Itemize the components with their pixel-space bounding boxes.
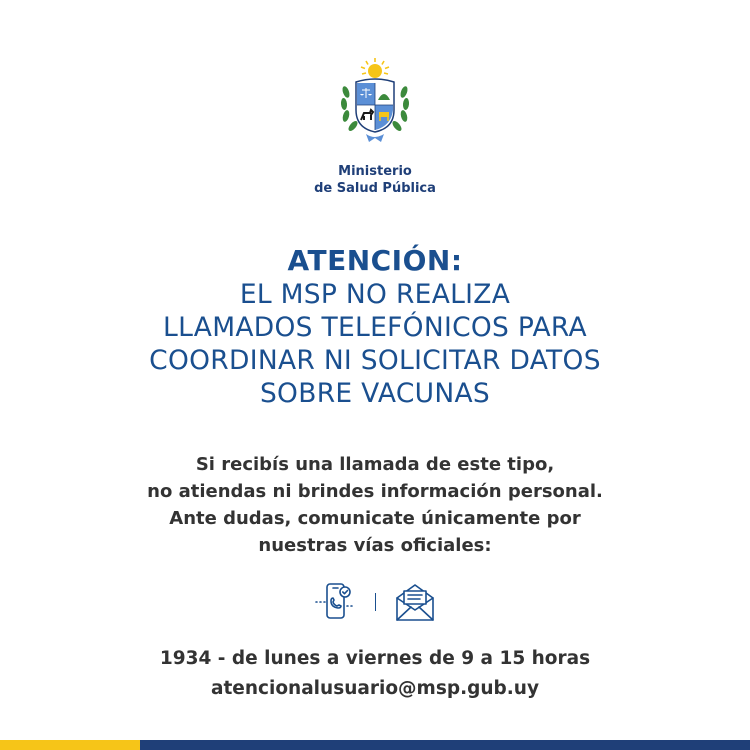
headline-line: COORDINAR NI SOLICITAR DATOS: [149, 345, 601, 376]
headline: [0, 244, 750, 410]
contact-email: atencionalusuario@msp.gub.uy: [210, 678, 540, 699]
sun-icon: [361, 58, 389, 78]
message-line: Ante dudas, comunicate únicamente por: [169, 508, 581, 529]
headline-line: SOBRE VACUNAS: [259, 378, 491, 409]
message-line: no atiendas ni brindes información personal.: [147, 481, 603, 502]
icon-separator: [375, 593, 376, 611]
ministry-line-2: de Salud Pública: [314, 181, 436, 196]
envelope-icon: [393, 580, 437, 624]
message: [0, 451, 750, 559]
headline-line: LLAMADOS TELEFÓNICOS PARA: [163, 312, 587, 343]
headline-title: ATENCIÓN:: [287, 244, 463, 277]
uruguay-coat-of-arms-icon: [336, 58, 414, 144]
contact-info: [0, 644, 750, 704]
message-line: nuestras vías oficiales:: [258, 535, 492, 556]
ministry-name: [0, 163, 750, 197]
phone-call-icon: [314, 580, 358, 624]
shield: [356, 79, 394, 132]
phone-hours: 1934 - de lunes a viernes de 9 a 15 horas: [159, 648, 591, 669]
headline-line: EL MSP NO REALIZA: [239, 279, 511, 310]
message-line: Si recibís una llamada de este tipo,: [195, 454, 555, 475]
footer-band-yellow: [0, 740, 140, 750]
official-channels: [0, 580, 750, 624]
footer-band-blue: [140, 740, 750, 750]
ministry-line-1: Ministerio: [338, 164, 412, 179]
ribbon: [366, 134, 384, 142]
